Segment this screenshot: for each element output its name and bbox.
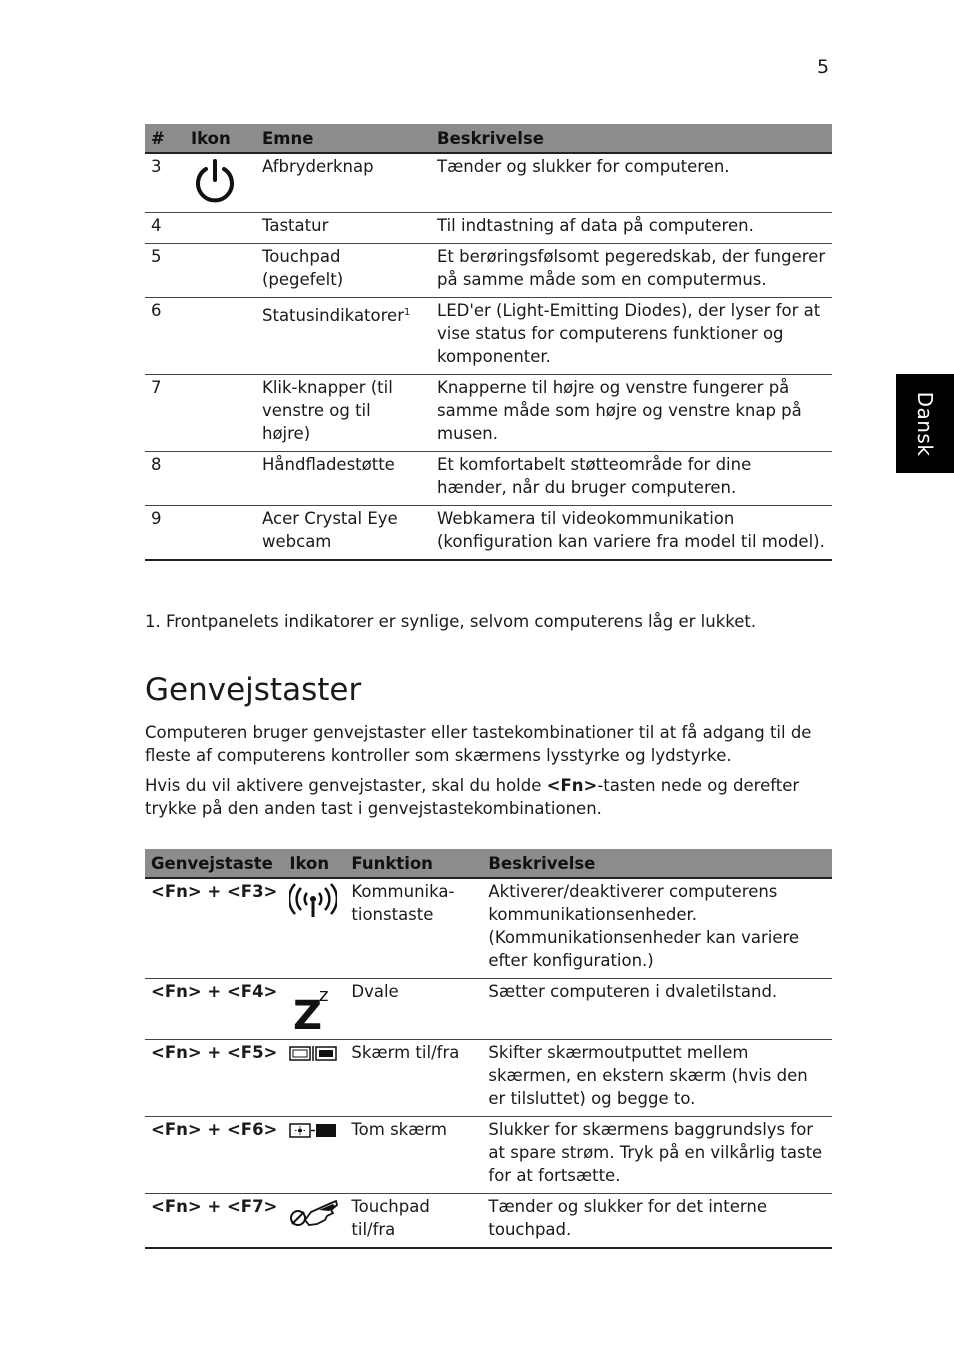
row-icon-cell xyxy=(185,298,256,375)
row-description: Et komfortabelt støtteområde for dine hænder, når du bruger computeren. xyxy=(431,452,832,506)
row-icon-cell xyxy=(283,1194,345,1249)
row-num: 7 xyxy=(145,375,185,452)
row-subject xyxy=(256,298,431,375)
row-description: Tænder og slukker for det interne touchpad. xyxy=(482,1194,832,1249)
row-icon-cell xyxy=(283,1117,345,1194)
table-row xyxy=(145,213,832,244)
row-icon-cell xyxy=(185,213,256,244)
table-row xyxy=(145,506,832,561)
row-subject: Tastatur xyxy=(256,213,431,244)
row-num: 3 xyxy=(145,153,185,213)
table-row xyxy=(145,153,832,213)
table-row xyxy=(145,979,832,1040)
svg-text:Z: Z xyxy=(293,993,323,1033)
row-num: 8 xyxy=(145,452,185,506)
row-description: Knapperne til højre og venstre fungerer på samme måde som højre og venstre knap på musen. xyxy=(431,375,832,452)
row-description: Et berøringsfølsomt pegeredskab, der fungerer på samme måde som en computermus. xyxy=(431,244,832,298)
instruction-text-after: -tasten nede og derefter trykke på den anden tast i genvejstastekombinationen. xyxy=(145,776,800,818)
row-icon-cell xyxy=(283,1040,345,1117)
row-description: LED'er (Light-Emitting Diodes), der lyser for at vise status for computerens funktioner og komponenter. xyxy=(431,298,832,375)
table-row xyxy=(145,452,832,506)
wireless-icon xyxy=(289,883,337,921)
col-header-description: Beskrivelse xyxy=(431,124,832,153)
table-row xyxy=(145,878,832,979)
row-description: Webkamera til videokommunikation (konfiguration kan variere fra model til model). xyxy=(431,506,832,561)
row-function: Touchpad til/fra xyxy=(345,1194,482,1249)
table-row xyxy=(145,1117,832,1194)
table-header-row xyxy=(145,849,832,878)
section-title: Genvejstaster xyxy=(145,672,362,708)
row-icon-cell xyxy=(283,979,345,1040)
col-header-num: # xyxy=(145,124,185,153)
row-description: Tænder og slukker for computeren. xyxy=(431,153,832,213)
table-row xyxy=(145,244,832,298)
row-icon-cell xyxy=(185,506,256,561)
svg-text:z: z xyxy=(319,985,329,1006)
table-header-row xyxy=(145,124,832,153)
row-description: Slukker for skærmens baggrundslys for at spare strøm. Tryk på en vilkårlig taste for at fortsætte. xyxy=(482,1117,832,1194)
row-function: Tom skærm xyxy=(345,1117,482,1194)
screen-blank-icon xyxy=(289,1121,337,1139)
table-row xyxy=(145,1040,832,1117)
footnote: 1. Frontpanelets indikatorer er synlige, selvom computerens låg er lukket. xyxy=(145,612,757,631)
col-header-description: Beskrivelse xyxy=(482,849,832,878)
page-number: 5 xyxy=(817,56,830,78)
row-hotkey: <Fn> + <F4> xyxy=(145,979,283,1040)
row-num: 6 xyxy=(145,298,185,375)
row-subject: Klik-knapper (til venstre og til højre) xyxy=(256,375,431,452)
row-subject: Afbryderknap xyxy=(256,153,431,213)
row-icon-cell xyxy=(185,375,256,452)
table-row xyxy=(145,298,832,375)
row-hotkey: <Fn> + <F5> xyxy=(145,1040,283,1117)
col-header-icon: Ikon xyxy=(283,849,345,878)
language-tab xyxy=(896,374,954,473)
row-icon-cell xyxy=(185,153,256,213)
row-num: 9 xyxy=(145,506,185,561)
row-description: Til indtastning af data på computeren. xyxy=(431,213,832,244)
components-table xyxy=(145,124,832,561)
language-tab-label: Dansk xyxy=(913,391,937,456)
row-subject: Håndfladestøtte xyxy=(256,452,431,506)
col-header-icon: Ikon xyxy=(185,124,256,153)
fn-key-label: <Fn> xyxy=(546,776,598,795)
instruction-paragraph xyxy=(145,774,835,820)
col-header-subject: Emne xyxy=(256,124,431,153)
row-subject: Touchpad (pegefelt) xyxy=(256,244,431,298)
row-num: 4 xyxy=(145,213,185,244)
row-hotkey: <Fn> + <F3> xyxy=(145,878,283,979)
row-hotkey: <Fn> + <F6> xyxy=(145,1117,283,1194)
instruction-text-before: Hvis du vil aktivere genvejstaster, skal du holde xyxy=(145,776,547,795)
col-header-function: Funktion xyxy=(345,849,482,878)
row-description: Aktiverer/deaktiverer computerens kommunikationsenheder. (Kommunikationsenheder kan variere efter konfiguration.) xyxy=(482,878,832,979)
row-function: Dvale xyxy=(345,979,482,1040)
power-icon xyxy=(191,158,239,206)
row-icon-cell xyxy=(185,244,256,298)
intro-paragraph: Computeren bruger genvejstaster eller tastekombinationer til at få adgang til de fleste af computerens kontroller som skærmens lysstyrke og lydstyrke. xyxy=(145,723,812,765)
sleep-icon xyxy=(289,983,337,1033)
table-row xyxy=(145,375,832,452)
table-row xyxy=(145,1194,832,1249)
row-subject: Acer Crystal Eye webcam xyxy=(256,506,431,561)
row-function: Skærm til/fra xyxy=(345,1040,482,1117)
row-num: 5 xyxy=(145,244,185,298)
hotkeys-table xyxy=(145,849,832,1249)
footnote-marker: 1 xyxy=(403,307,411,318)
row-hotkey: <Fn> + <F7> xyxy=(145,1194,283,1249)
row-icon-cell xyxy=(185,452,256,506)
row-description: Skifter skærmoutputtet mellem skærmen, en ekstern skærm (hvis den er tilsluttet) og begge to. xyxy=(482,1040,832,1117)
row-subject-text: Statusindikatorer xyxy=(262,306,404,325)
display-toggle-icon xyxy=(289,1044,337,1062)
row-function: Kommunika-tionstaste xyxy=(345,878,482,979)
row-description: Sætter computeren i dvaletilstand. xyxy=(482,979,832,1040)
col-header-hotkey: Genvejstaste xyxy=(145,849,283,878)
touchpad-toggle-icon xyxy=(289,1198,339,1228)
row-icon-cell xyxy=(283,878,345,979)
